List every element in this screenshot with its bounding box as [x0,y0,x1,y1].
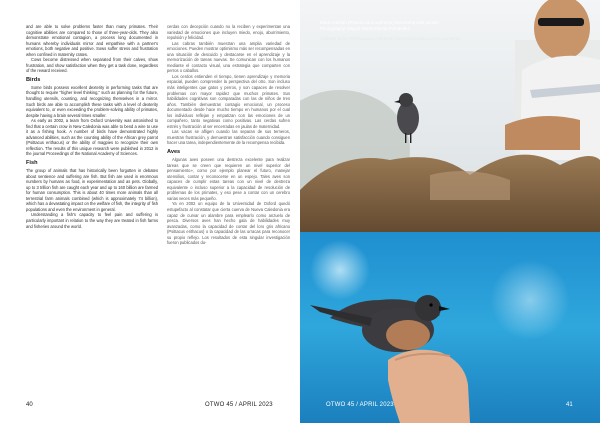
page-number: 40 [26,402,33,408]
bird-photo [300,0,600,423]
body-paragraph: Cows become distressed when separated from their calves, show frustration, and show satisfaction when they get a task done, regardless of the reward received. [26,57,158,74]
section-heading-aves: Aves [167,149,181,156]
body-paragraph: Las cabras también muestran una amplia variedad de emociones. Pueden mostrar optimismo más ser recompensadas en una situación de descuido y destacarse en el aprendizaje y la memorización de tareas nuevas. Se comunican con los humanos mediante el contacto visual, una estrategia que comparten con perros o caballos. [167,40,290,74]
caption-credit: Photography: Miguel Oscar García Fernández [320,25,410,31]
caption-english: Black redstart (Phoenicurus ochruros) interacting with people. [320,20,440,25]
spanish-column [167,24,290,392]
right-page-photo [300,0,600,423]
photo-caption [320,20,540,41]
section-heading-birds: Birds [26,76,41,83]
body-paragraph: Some birds possess excellent dexterity in performing tasks that are thought to require "higher level thinking," such as planning for the future, handling utensils, counting, and recognizing themselves in a mirror. Such birds are able to accomplish these tasks with a level of dexterity equivalent to, or even exceeding the problem-solving ability of primates, despite having a brain several times smaller. [26,84,158,118]
footer-issue: OTWO 45 / APRIL 2023 [326,402,394,408]
body-paragraph: cerdas con decepción cuando no la reciben y experimentan una variedad de emociones que incluyen miedo, enojo, aburrimiento, repulsión y felicidad. [167,24,290,41]
caption-spanish: Colirrojo tizón (Phoenicurus ochruros) interaccionando con las personas. [320,35,462,41]
body-paragraph: As early as 2002, a team from Oxford University was astonished to find that a certain crow in New Caledonia was able to bend a wire to use it as a fishing hook. A number of birds have demonstrated highly advanced abilities, such as the counting ability of the African grey parrot (Psittacus erithacus) or the ability of magpies to recognize their own reflection. The results of this unique research were published in 2012 in the journal Proceedings of the National Academy of Sciences. [26,118,158,157]
footer-issue: OTWO 45 / APRIL 2023 [205,402,273,408]
body-paragraph: Algunas aves poseen una destreza excelente para realizar tareas que se creen que requieren un nivel superior del pensamiento», como por ejemplo planear el futuro, manejar utensilios, contar y reconocerse en un espejo. Tales aves son capaces de cumplir estas tareas con un nivel de destreza equivalente o incluso superior a la capacidad de resolución de problemas de los primates, y eso pese a contar con un cerebro varias veces más pequeño. [167,157,290,201]
english-column [26,24,158,392]
page-number: 41 [566,402,573,408]
body-paragraph: and are able to solve problems faster than many primates. Their cognitive abilities are compared to those of three-year-olds. They also demonstrate emotional contagion, a process long documented in humans whereby individuals mirror and empathise with a partner's emotions, both negative and positive. Sows suffer stress and frustration when confined in maternity crates. [26,24,158,57]
body-paragraph: Understanding a fish's capacity to feel pain and suffering is particularly important in relation to the way they are treated in fish farms and fisheries around the world. [26,212,158,229]
body-paragraph: Las vacas se afligen cuando las separan de sus terneros, muestran frustración, y demuestran satisfacción cuando consiguen hacer una tarea, independientemente de la recompensa recibida. [167,129,290,146]
body-paragraph: Los cerdos entienden el tiempo, tienen aprendizaje y memoria espacial, pueden comprender la perspectiva del otro. Son incluso más inteligentes que gatos y perros, y son capaces de resolver problemas con mayor rapidez que muchos primates. Sus habilidades cognitivas son comparadas con las de niños de tres años. También demuestran contagio emocional, un proceso documentado desde hace mucho tiempo en humanos por el cual los individuos reflejan y empatizan con las emociones de un compañero, tanto negativas como positivas. Las cerdas sufren estrés y frustración al ser encerradas en jaulas de maternidad. [167,73,290,129]
body-paragraph: Ya en 2002 un equipo de la Universidad de Oxford quedó estupefacto al constatar que cierta cuerva de Nueva Caledonia era capaz de curvar un alambre para emplearlo como anzuelo de pesca. Diversos aves han hecho gala de habilidades muy avanzadas, como la capacidad de contar del loro gris africano (Psittacus erithacus) o la capacidad de las urracas para reconocer su propio reflejo. Los resultados de esta singular investigación fueron publicados du- [167,201,290,246]
section-heading-fish: Fish [26,160,38,167]
body-paragraph: The group of animals that has historically been forgotten in debates about sentience and suffering are fish. But fish are used in enormous numbers by humans as food, in experimentation and as pets. Globally, up to 3 trillion fish are caught each year and up to 160 billion are farmed for human consumption. This is about 40 times more animals than all terrestrial farm animals combined (which is approximately 74 billion), which has a devastating impact on the welfare of fish, the integrity of fish populations and even the environment in general. [26,168,158,212]
